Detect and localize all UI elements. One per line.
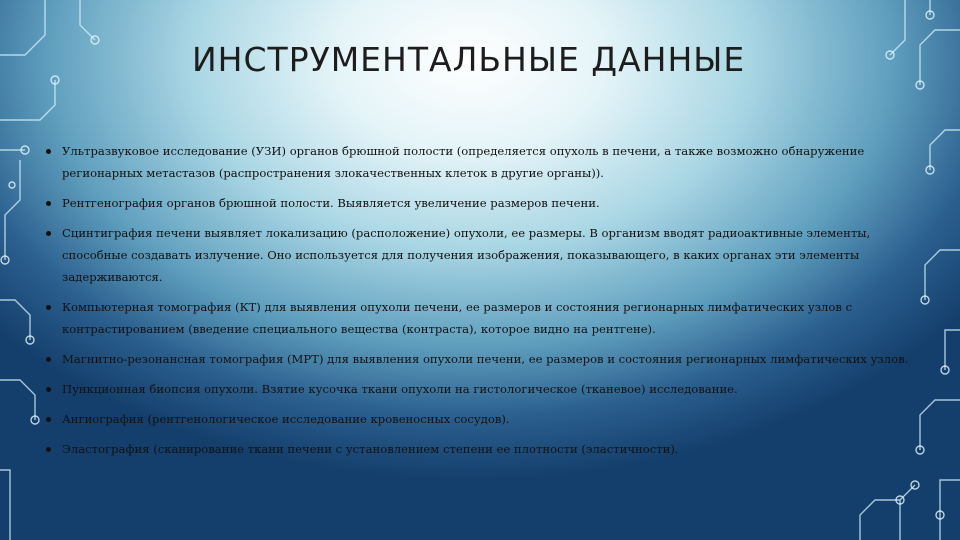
list-item: [44, 348, 914, 370]
list-item: [44, 222, 914, 288]
slide-title: ИНСТРУМЕНТАЛЬНЫЕ ДАННЫЕ: [192, 40, 746, 79]
bullet-icon: [46, 149, 51, 154]
bullet-icon: [46, 387, 51, 392]
bullet-text: Ангиография (рентгенологическое исследование кровеносных сосудов).: [62, 412, 510, 426]
bullet-text: Эластография (сканирование ткани печени с установлением степени ее плотности (эластичности).: [62, 442, 679, 456]
list-item: [44, 140, 914, 184]
bullet-text: Рентгенография органов брюшной полости. Выявляется увеличение размеров печени.: [62, 196, 600, 210]
bullet-icon: [46, 201, 51, 206]
bullet-icon: [46, 447, 51, 452]
bullet-icon: [46, 417, 51, 422]
bullet-text: Пункционная биопсия опухоли. Взятие кусочка ткани опухоли на гистологическое (тканевое) исследование.: [62, 382, 738, 396]
bullet-list: [44, 140, 914, 468]
bullet-text: Компьютерная томография (КТ) для выявления опухоли печени, ее размеров и состояния регионарных лимфатических узлов с контрастированием (введение специального вещества (контраста), которое видно на рентгене).: [62, 300, 853, 336]
list-item: [44, 408, 914, 430]
list-item: [44, 378, 914, 400]
list-item: [44, 296, 914, 340]
bullet-text: Ультразвуковое исследование (УЗИ) органов брюшной полости (определяется опухоль в печени, а также возможно обнаружение регионарных метастазов (распространения злокачественных клеток в другие органы)).: [62, 144, 865, 180]
bullet-icon: [46, 305, 51, 310]
bullet-text: Магнитно-резонансная томография (МРТ) для выявления опухоли печени, ее размеров и состояния регионарных лимфатических узлов.: [62, 352, 909, 366]
bullet-icon: [46, 231, 51, 236]
bullet-icon: [46, 357, 51, 362]
bullet-text: Сцинтиграфия печени выявляет локализацию (расположение) опухоли, ее размеры. В организм вводят радиоактивные элементы, способные создавать излучение. Оно используется для получения изображения, показывающего, в каких органах эти элементы задерживаются.: [62, 226, 871, 284]
list-item: [44, 192, 914, 214]
list-item: [44, 438, 914, 460]
